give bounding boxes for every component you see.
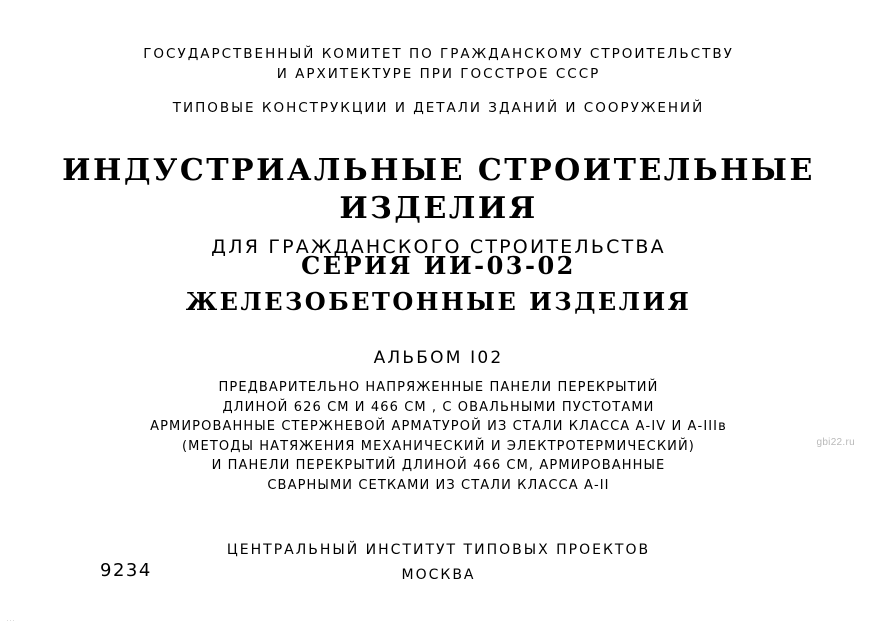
page-subtitle: ДЛЯ ГРАЖДАНСКОГО СТРОИТЕЛЬСТВА	[211, 236, 666, 258]
description-line-1: ПРЕДВАРИТЕЛЬНО НАПРЯЖЕННЫЕ ПАНЕЛИ ПЕРЕКРЫТИЙ	[218, 380, 659, 395]
album-label: АЛЬБОМ I02	[373, 348, 504, 368]
series-block	[0, 248, 877, 320]
city-name: МОСКВА	[401, 567, 476, 583]
description-line-2: ДЛИНОЙ 626 СМ И 466 СМ , С ОВАЛЬНЫМИ ПУСТОТАМИ	[222, 399, 655, 415]
page-title: ИНДУСТРИАЛЬНЫЕ СТРОИТЕЛЬНЫЕ ИЗДЕЛИЯ	[62, 153, 815, 226]
header-spacer	[0, 84, 877, 98]
description-block	[0, 378, 877, 495]
header-block	[0, 44, 877, 118]
header-line-2: И АРХИТЕКТУРЕ ПРИ ГОССТРОЕ СССР	[276, 66, 601, 82]
album-block	[0, 345, 877, 371]
description-line-3: АРМИРОВАННЫЕ СТЕРЖНЕВОЙ АРМАТУРОЙ ИЗ СТАЛИ КЛАССА А-IV И А-IIIв	[150, 419, 727, 434]
watermark-text: gbi22.ru	[816, 437, 855, 448]
title-block	[0, 152, 877, 262]
header-line-1: ГОСУДАРСТВЕННЫЙ КОМИТЕТ ПО ГРАЖДАНСКОМУ СТРОИТЕЛЬСТВУ	[143, 46, 734, 62]
description-line-4: (МЕТОДЫ НАТЯЖЕНИЯ МЕХАНИЧЕСКИЙ И ЭЛЕКТРОТЕРМИЧЕСКИЙ)	[182, 438, 695, 454]
header-line-3: ТИПОВЫЕ КОНСТРУКЦИИ И ДЕТАЛИ ЗДАНИЙ И СООРУЖЕНИЙ	[172, 100, 705, 116]
series-code: СЕРИЯ ИИ-03-02	[301, 251, 576, 280]
institute-name: ЦЕНТРАЛЬНЫЙ ИНСТИТУТ ТИПОВЫХ ПРОЕКТОВ	[226, 542, 651, 558]
series-subject: ЖЕЛЕЗОБЕТОННЫЕ ИЗДЕЛИЯ	[185, 287, 692, 316]
description-line-5: И ПАНЕЛИ ПЕРЕКРЫТИЙ ДЛИНОЙ 466 СМ, АРМИРОВАННЫЕ	[211, 458, 666, 473]
corner-mark: ···	[6, 615, 15, 625]
description-line-6: СВАРНЫМИ СЕТКАМИ ИЗ СТАЛИ КЛАССА А-II	[267, 477, 610, 493]
document-number: 9234	[100, 560, 152, 581]
